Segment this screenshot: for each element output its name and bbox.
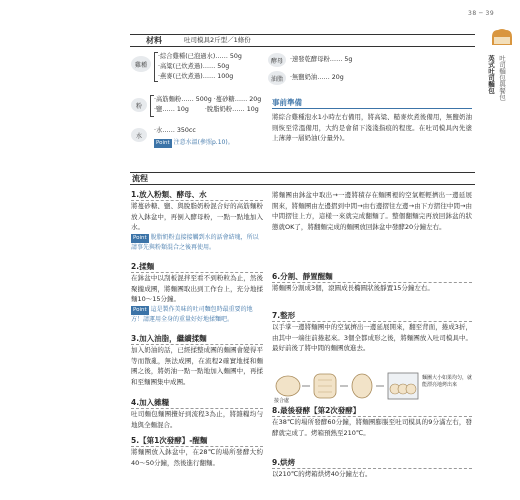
step-text: 將麵團分割成3個，滾圓成長橢圓狀後靜置15分鐘左右。 xyxy=(272,284,434,292)
materials-label: 材料 xyxy=(146,36,162,45)
point-badge: Point xyxy=(133,306,147,313)
step-2 xyxy=(131,262,263,324)
ingredient-item: ·燕麥(已炊煮過)…… 100g xyxy=(158,73,234,80)
step-text: 在38℃的場所發酵60分鐘，將麵團膨脹至吐司模具的9分滿左右，發酵就完成了。烤箱預熱至210℃。 xyxy=(272,418,472,437)
step-7 xyxy=(272,311,472,354)
step-9 xyxy=(272,458,472,480)
process-bar xyxy=(130,172,475,185)
step-5-continued: 將麵團由鉢盆中取出→一邊將積存在麵團裡的空氣輕輕擠出一邊延展開來，將麵團由左邊摺到中間→由右邊摺往左邊→由下方摺往中間→由中間摺往上方，這樣一來就完成翻麵了。整個翻麵完再放回鉢盆的狀態就OK了，將翻麵完成的麵團放回鉢盆中發酵20分鐘左右。 xyxy=(272,191,472,231)
step-title: 3.加入油脂，繼續揉麵 xyxy=(131,334,263,345)
point-badge: Point xyxy=(156,140,170,146)
page-number: 38 ─ 39 xyxy=(468,10,495,17)
step-text: 在鉢盆中以刮板混拌至看不到粉粒為止，然後聚攏成團，將麵團取出到工作台上，充分地揉麵10～15分鐘。 xyxy=(131,274,263,303)
step-title: 1.放入粉類、酵母、水 xyxy=(131,190,263,201)
bread-icon xyxy=(490,28,514,46)
process-label: 流程 xyxy=(132,174,148,183)
materials-bar xyxy=(130,34,475,47)
ingredient-item: ·無鹽奶油…… 20g xyxy=(290,74,344,81)
step-title: 8.最後發酵【第2次發酵】 xyxy=(272,406,472,417)
step-title: 2.揉麵 xyxy=(131,262,263,273)
group-label-yeast: 酵母 xyxy=(268,53,286,67)
illus-label: 接合處 xyxy=(274,398,290,404)
step-text: 以210℃的烤箱烘烤40分鐘左右。 xyxy=(272,470,372,478)
side-title: 吐司麵包與餐包 xyxy=(498,55,506,101)
side-subtitle: 英式吐司麵包 xyxy=(487,55,495,94)
step-title: 9.烘烤 xyxy=(272,458,472,469)
materials-mold: 吐司模具2斤型／1條份 xyxy=(184,36,251,44)
step-title: 7.整形 xyxy=(272,311,472,322)
group-label-grains: 雞種 xyxy=(131,56,151,72)
ingredient-item: ·鹽…… 10g ·脫脂奶粉…… 10g xyxy=(154,106,259,113)
step-text: 以手掌一邊將麵團中的空氣擠出一邊延展開來，翻至背面，捲成3折，由其中一端往前捲起來。3個全都成形之後，將麵團放入吐司模具中。最好前後了將中間的麵團放進去。 xyxy=(272,323,472,352)
step-text: 吐司麵包麵團攪好到流程3為止，將雜糧均勻地與全麵混合。 xyxy=(131,410,263,429)
illus-note: 麵團大小如果均匀，就能漂亮地烤出來 xyxy=(422,375,473,388)
step-4 xyxy=(131,398,263,430)
step-title: 6.分割、靜置醒麵 xyxy=(272,272,472,283)
step-text: 將蔓砂糖、鹽、與脫脂奶粉混合好的高筋麵粉放入鉢盆中，再倒入酵母粉，一點一點地加入水。 xyxy=(131,202,263,231)
shaping-illustration xyxy=(272,369,472,403)
step-text: 加入奶油的話，已經揉整成團的麵團會變得平等而散亂，無法成團，在流程2確實地揉和麵團之後，將奶油一點一點地加入麵團中，再揉和至麵團集中成團。 xyxy=(131,346,263,386)
group-label-water: 水 xyxy=(131,128,147,142)
step-5 xyxy=(131,436,263,468)
step-note-text: 這是製作美味的吐司麵包時最重要的地方！請運用全身的重量好好地揉麵吧。 xyxy=(131,305,253,323)
ingredient-item: ·速發乾酵母粉…… 5g xyxy=(290,56,353,63)
ingredient-item: ·水…… 350cc xyxy=(154,127,196,134)
step-note xyxy=(131,305,263,324)
step-text: 將麵團放入鉢盆中，在28℃的場所發酵大約40～50分鐘，然後進行翻麵。 xyxy=(131,448,263,467)
point-badge: Point xyxy=(133,234,147,241)
group-label-fat: 油脂 xyxy=(268,71,286,85)
prep-text: 將綜合雞種泡水1小時左右備用，將高粱、糙麥炊煮後備用，無鹽奶油則恢至常溫備用，大約是會留下淺淺指痕的程度。在吐司模具內先塗上薄薄一層奶油(分量外)。 xyxy=(272,113,472,142)
ingredient-item: ·高筋麵粉…… 500g ·蔓砂糖…… 20g xyxy=(154,96,262,103)
step-3 xyxy=(131,334,263,387)
step-note-text: 脫脂奶粉直接接觸到水的話會結塊，所以請事先與粉類混合之後再使用。 xyxy=(131,233,259,251)
water-note xyxy=(154,138,234,148)
step-8 xyxy=(272,406,472,438)
step-title: 5.【第1次發酵】-醒麵 xyxy=(131,436,263,447)
group-label-flour: 粉 xyxy=(131,98,147,112)
step-note xyxy=(131,233,263,252)
water-note-text: 注意水溫(參照p.10)。 xyxy=(173,139,234,146)
ingredient-item: ·綜合雞種(已泡過水)…… 50g xyxy=(158,53,242,60)
step-1 xyxy=(131,190,263,252)
prep-title: 事前準備 xyxy=(272,97,472,109)
ingredient-item: ·高粱(已炊煮過)…… 50g xyxy=(158,63,230,70)
step-title: 4.加入雜糧 xyxy=(131,398,263,409)
step-6 xyxy=(272,272,472,294)
